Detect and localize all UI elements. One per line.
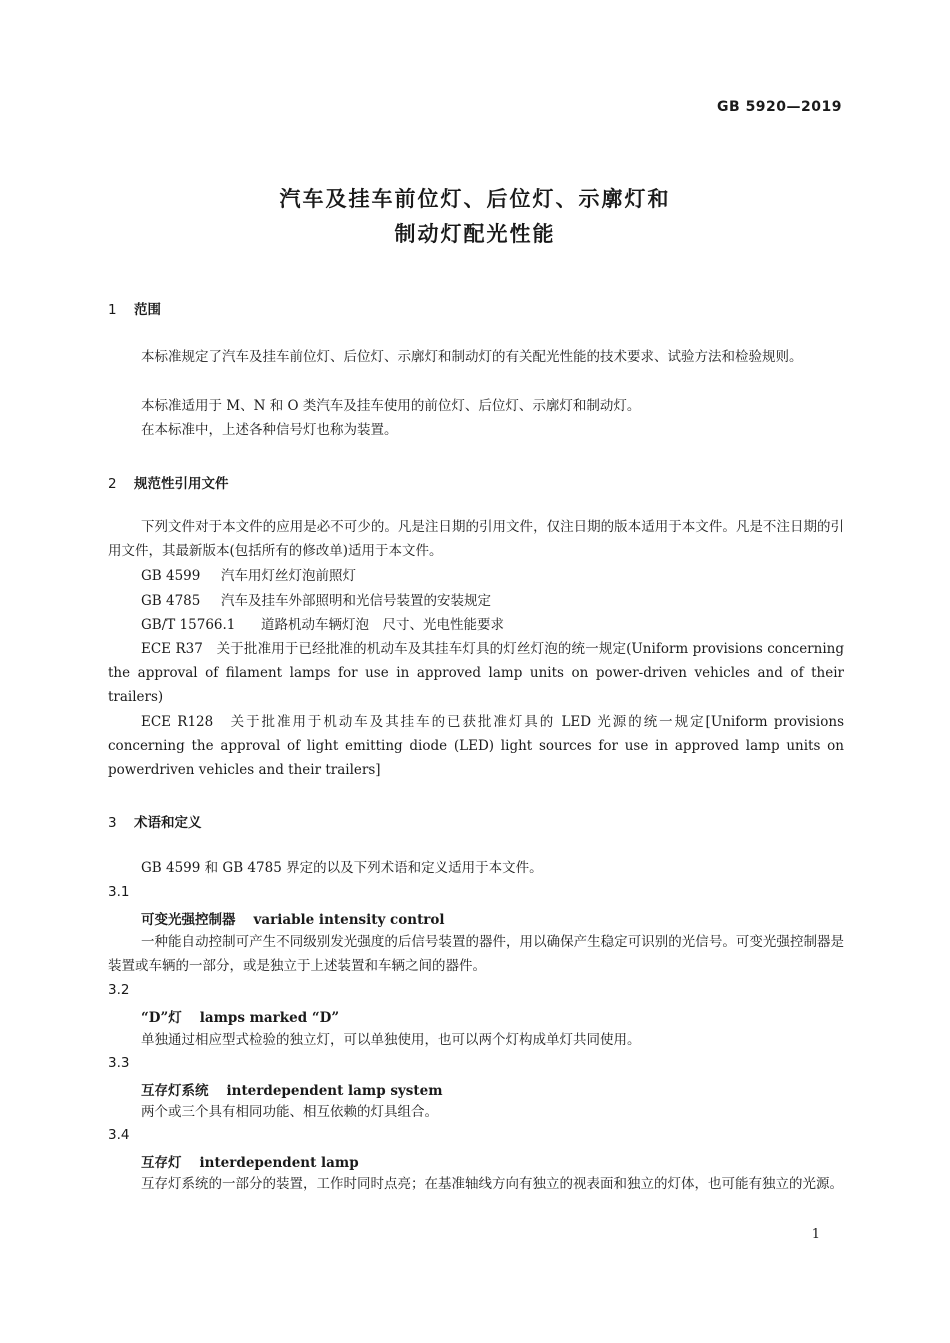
- reference-item: [141, 589, 491, 613]
- reference-title: 汽车及挂车外部照明和光信号装置的安装规定: [221, 593, 491, 609]
- reference-item: [141, 564, 356, 588]
- section-number: 2: [108, 476, 117, 492]
- section-number: 1: [108, 302, 117, 318]
- term-english: lamps marked “D”: [199, 1010, 340, 1026]
- clause-number: 3.1: [108, 884, 130, 900]
- term-definition: 一种能自动控制可产生不同级别发光强度的后信号装置的器件，用以确保产生稳定可识别的光信号。可变光强控制器是装置或车辆的一部分，或是独立于上述装置和车辆之间的器件。: [108, 934, 844, 975]
- term-heading: [141, 1079, 443, 1099]
- term-english: interdependent lamp: [199, 1155, 359, 1171]
- term-heading: [141, 1006, 339, 1026]
- term-chinese: 可变光强控制器: [141, 912, 236, 928]
- section-3-heading: [108, 811, 202, 831]
- term-english: interdependent lamp system: [226, 1083, 443, 1099]
- term-chinese: 互存灯: [141, 1155, 182, 1171]
- section-1-heading: [108, 298, 161, 318]
- term-definition: 单独通过相应型式检验的独立灯，可以单独使用，也可以两个灯构成单灯共同使用。: [141, 1032, 641, 1048]
- section-number: 3: [108, 815, 117, 831]
- reference-ece-r128: ECE R128 关于批准用于机动车及其挂车的已获批准灯具的 LED 光源的统一规定[Uniform provisions concerning the approval of light emitting diode (LED) light sources for use in approved lamp units on powerdriven vehicles and their trailers]: [108, 714, 844, 779]
- term-heading: [141, 908, 445, 928]
- document-title-line-2: 制动灯配光性能: [394, 222, 556, 246]
- section-1-paragraph-3: 在本标准中，上述各种信号灯也称为装置。: [141, 422, 398, 438]
- reference-ece-r37: ECE R37 关于批准用于已经批准的机动车及其挂车灯具的灯丝灯泡的统一规定(Uniform provisions concerning the approval of filament lamps for use in approved lamp units on power-driven vehicles and of their trailers): [108, 641, 844, 706]
- term-english: variable intensity control: [253, 912, 445, 928]
- reference-item: [141, 613, 504, 637]
- section-1-paragraph-2: 本标准适用于 M、N 和 O 类汽车及挂车使用的前位灯、后位灯、示廓灯和制动灯。: [141, 398, 641, 414]
- reference-code: GB/T 15766.1: [141, 617, 236, 633]
- term-definition: 两个或三个具有相同功能、相互依赖的灯具组合。: [141, 1104, 438, 1120]
- clause-number: 3.3: [108, 1055, 130, 1071]
- page-number: 1: [811, 1227, 820, 1242]
- document-code: GB 5920—2019: [717, 99, 842, 115]
- reference-title: 汽车用灯丝灯泡前照灯: [221, 568, 356, 584]
- term-heading: [141, 1151, 359, 1171]
- document-title-line-1: 汽车及挂车前位灯、后位灯、示廓灯和: [279, 187, 671, 211]
- section-1-paragraph-1: 本标准规定了汽车及挂车前位灯、后位灯、示廓灯和制动灯的有关配光性能的技术要求、试验方法和检验规则。: [141, 349, 803, 365]
- clause-number: 3.2: [108, 982, 130, 998]
- section-title: 范围: [134, 302, 161, 318]
- clause-number: 3.4: [108, 1127, 130, 1143]
- section-title: 术语和定义: [134, 815, 202, 831]
- term-definition: 互存灯系统的一部分的装置，工作时同时点亮；在基准轴线方向有独立的视表面和独立的灯体，也可能有独立的光源。: [141, 1176, 843, 1192]
- reference-code: GB 4599: [141, 568, 201, 584]
- term-chinese: “D”灯: [141, 1010, 182, 1026]
- section-2-heading: [108, 472, 229, 492]
- reference-title: 道路机动车辆灯泡 尺寸、光电性能要求: [261, 617, 504, 633]
- reference-code: GB 4785: [141, 593, 201, 609]
- section-3-intro: GB 4599 和 GB 4785 界定的以及下列术语和定义适用于本文件。: [141, 860, 543, 876]
- section-2-paragraph-1: 下列文件对于本文件的应用是必不可少的。凡是注日期的引用文件，仅注日期的版本适用于本文件。凡是不注日期的引用文件，其最新版本(包括所有的修改单)适用于本文件。: [108, 519, 844, 560]
- section-title: 规范性引用文件: [134, 476, 229, 492]
- term-chinese: 互存灯系统: [141, 1083, 209, 1099]
